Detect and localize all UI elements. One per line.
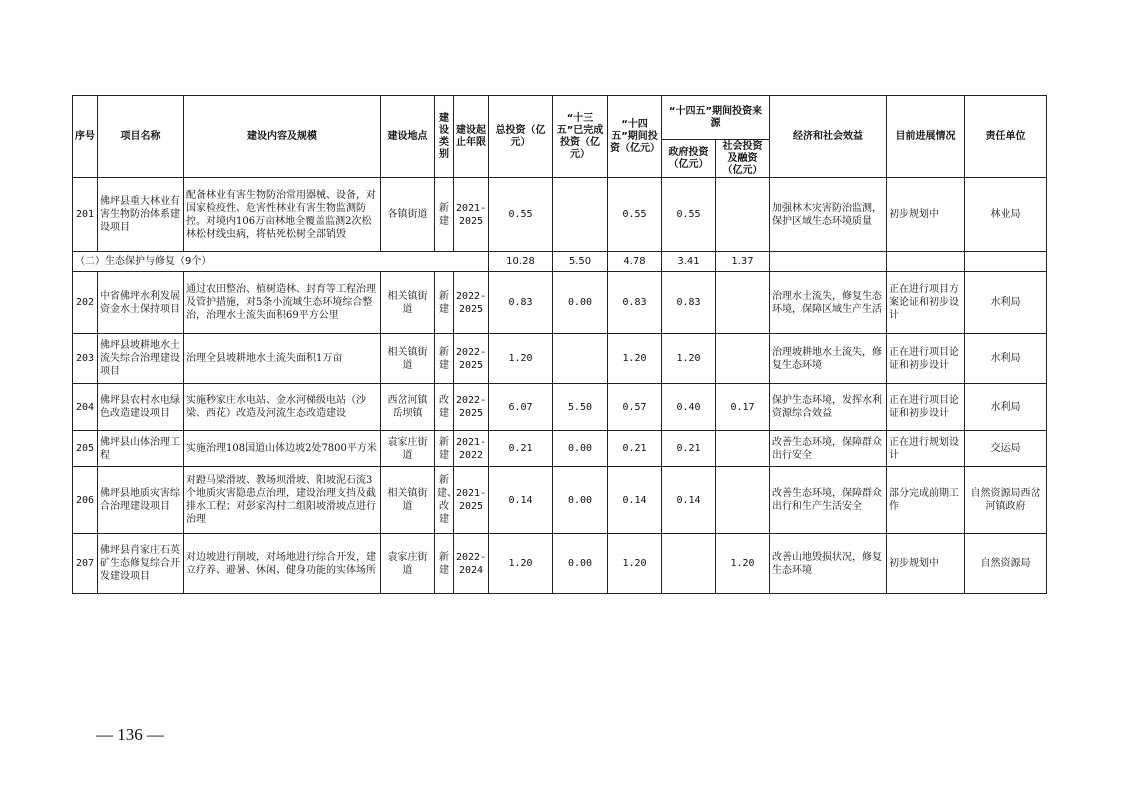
cell-benefit: 改善生态环境，保障群众出行和生产生活安全 [770, 467, 887, 534]
cell-location: 相关镇街道 [381, 467, 435, 534]
cell-unit: 林业局 [965, 178, 1047, 252]
table-row [73, 431, 1047, 467]
cell-period: 2021-2025 [454, 178, 489, 252]
header-progress: 目前进展情况 [887, 96, 965, 178]
table-row [73, 178, 1047, 252]
cell-type: 新建 [435, 178, 454, 252]
cell-total: 1.20 [489, 534, 553, 594]
cell-period: 2022-2025 [454, 384, 489, 431]
cell-social: 0.17 [716, 384, 770, 431]
cell-planned: 0.57 [608, 384, 662, 431]
cell-type: 新建 [435, 431, 454, 467]
cell-total: 1.20 [489, 334, 553, 384]
cell-gov: 1.20 [662, 334, 716, 384]
section-total: 10.28 [489, 252, 553, 272]
cell-unit: 交运局 [965, 431, 1047, 467]
cell-seq: 202 [73, 272, 98, 334]
cell-name: 佛坪县农村水电绿色改造建设项目 [98, 384, 184, 431]
cell-gov: 0.83 [662, 272, 716, 334]
cell-completed: 0.00 [553, 431, 608, 467]
header-benefit: 经济和社会效益 [770, 96, 887, 178]
header-seq: 序号 [73, 96, 98, 178]
header-source-group: “十四五”期间投资来源 [662, 96, 770, 140]
cell-progress: 初步规划中 [887, 178, 965, 252]
cell-gov [662, 534, 716, 594]
header-type: 建设类别 [435, 96, 454, 178]
cell-progress: 正在进行项目论证和初步设计 [887, 384, 965, 431]
cell-content: 配备林业有害生物防治常用器械、设备，对国家检疫性、危害性林业有害生物监测防控。对境内106万亩林地全覆盖监测2次松林松材线虫病，将枯死松树全部销毁 [184, 178, 381, 252]
cell-gov: 0.40 [662, 384, 716, 431]
header-unit: 责任单位 [965, 96, 1047, 178]
header-content: 建设内容及规模 [184, 96, 381, 178]
cell-social [716, 334, 770, 384]
cell-period: 2022-2025 [454, 272, 489, 334]
cell-unit: 水利局 [965, 272, 1047, 334]
header-gov: 政府投资（亿元） [662, 140, 716, 178]
cell-location: 各镇街道 [381, 178, 435, 252]
cell-benefit: 改善山地毁损状况，修复生态环境 [770, 534, 887, 594]
cell-period: 2021-2025 [454, 467, 489, 534]
cell-unit: 水利局 [965, 384, 1047, 431]
cell-seq: 207 [73, 534, 98, 594]
cell-social [716, 178, 770, 252]
cell-completed [553, 334, 608, 384]
cell-planned: 1.20 [608, 534, 662, 594]
cell-progress: 正在进行项目方案论证和初步设计 [887, 272, 965, 334]
cell-type: 新建、改建 [435, 467, 454, 534]
rows-body [73, 272, 1047, 594]
cell-name: 佛坪县重大林业有害生物防治体系建设项目 [98, 178, 184, 252]
cell-total: 0.83 [489, 272, 553, 334]
section-row [73, 252, 1047, 272]
cell-social: 1.20 [716, 534, 770, 594]
cell-seq: 205 [73, 431, 98, 467]
cell-completed: 5.50 [553, 384, 608, 431]
header-location: 建设地点 [381, 96, 435, 178]
header-social: 社会投资及融资（亿元） [716, 140, 770, 178]
cell-type: 新建 [435, 334, 454, 384]
cell-location: 相关镇街道 [381, 334, 435, 384]
cell-content: 对蹬马梁滑坡、教场坝滑坡、阳坡泥石流3个地质灾害隐患点治理，建设治理支挡及截排水工程；对彭家沟村二组阳坡滑坡点进行治理 [184, 467, 381, 534]
page-number: — 136 — [96, 725, 164, 744]
cell-content: 治理全县坡耕地水土流失面积1万亩 [184, 334, 381, 384]
cell-gov: 0.21 [662, 431, 716, 467]
section-empty-unit [965, 252, 1047, 272]
header-name: 项目名称 [98, 96, 184, 178]
cell-completed [553, 178, 608, 252]
cell-name: 佛坪县肖家庄石英矿生态修复综合开发建设项目 [98, 534, 184, 594]
table-row [73, 534, 1047, 594]
cell-total: 0.14 [489, 467, 553, 534]
header-completed: “十三五”已完成投资（亿元） [553, 96, 608, 178]
cell-content: 对边坡进行削坡，对场地进行综合开发，建立疗养、避暑、休闲、健身功能的实体场所 [184, 534, 381, 594]
table-row [73, 272, 1047, 334]
cell-progress: 初步规划中 [887, 534, 965, 594]
cell-name: 佛坪县山体治理工程 [98, 431, 184, 467]
cell-name: 佛坪县地质灾害综合治理建设项目 [98, 467, 184, 534]
cell-seq: 204 [73, 384, 98, 431]
header-period: 建设起止年限 [454, 96, 489, 178]
cell-progress: 部分完成前期工作 [887, 467, 965, 534]
header-total: 总投资（亿元） [489, 96, 553, 178]
cell-gov: 0.55 [662, 178, 716, 252]
cell-content: 实施秒家庄水电站、金水河梯级电站（沙梁、西花）改造及河流生态改造建设 [184, 384, 381, 431]
project-table [72, 95, 1047, 594]
cell-period: 2022-2024 [454, 534, 489, 594]
cell-type: 新建 [435, 534, 454, 594]
cell-planned: 0.21 [608, 431, 662, 467]
cell-content: 通过农田整治、植树造林、封育等工程治理及管护措施，对5条小流域生态环境综合整治，治理水土流失面积69平方公里 [184, 272, 381, 334]
cell-name: 佛坪县坡耕地水土流失综合治理建设项目 [98, 334, 184, 384]
cell-social [716, 272, 770, 334]
table-row [73, 467, 1047, 534]
cell-location: 袁家庄街道 [381, 534, 435, 594]
cell-planned: 0.55 [608, 178, 662, 252]
cell-benefit: 加强林木灾害防治监测，保护区域生态环境质量 [770, 178, 887, 252]
cell-benefit: 改善生态环境，保障群众出行安全 [770, 431, 887, 467]
cell-unit: 自然资源局西岔河镇政府 [965, 467, 1047, 534]
table-row [73, 334, 1047, 384]
cell-location: 西岔河镇岳坝镇 [381, 384, 435, 431]
cell-seq: 206 [73, 467, 98, 534]
cell-total: 6.07 [489, 384, 553, 431]
cell-period: 2021-2022 [454, 431, 489, 467]
cell-type: 改建 [435, 384, 454, 431]
cell-gov: 0.14 [662, 467, 716, 534]
section-empty-benefit [770, 252, 887, 272]
cell-total: 0.21 [489, 431, 553, 467]
section-empty-progress [887, 252, 965, 272]
section-title: （二）生态保护与修复（9个） [73, 252, 489, 272]
cell-content: 实施治理108国道山体边坡2处7800平方米 [184, 431, 381, 467]
cell-completed: 0.00 [553, 272, 608, 334]
cell-seq: 201 [73, 178, 98, 252]
cell-name: 中省佛坪水利发展资金水土保持项目 [98, 272, 184, 334]
section-gov: 3.41 [662, 252, 716, 272]
cell-unit: 自然资源局 [965, 534, 1047, 594]
cell-benefit: 治理水土流失，修复生态环境，保障区域生产生活 [770, 272, 887, 334]
section-planned: 4.78 [608, 252, 662, 272]
cell-social [716, 467, 770, 534]
cell-planned: 0.14 [608, 467, 662, 534]
table-row [73, 384, 1047, 431]
cell-planned: 0.83 [608, 272, 662, 334]
header-planned: “十四五”期间投资（亿元） [608, 96, 662, 178]
cell-progress: 正在进行项目论证和初步设计 [887, 334, 965, 384]
cell-completed: 0.00 [553, 534, 608, 594]
cell-social [716, 431, 770, 467]
cell-location: 袁家庄街道 [381, 431, 435, 467]
cell-unit: 水利局 [965, 334, 1047, 384]
cell-progress: 正在进行规划设计 [887, 431, 965, 467]
cell-total: 0.55 [489, 178, 553, 252]
cell-completed: 0.00 [553, 467, 608, 534]
cell-location: 相关镇街道 [381, 272, 435, 334]
cell-benefit: 治理坡耕地水土流失，修复生态环境 [770, 334, 887, 384]
cell-benefit: 保护生态环境，发挥水利资源综合效益 [770, 384, 887, 431]
cell-planned: 1.20 [608, 334, 662, 384]
cell-seq: 203 [73, 334, 98, 384]
cell-period: 2022-2025 [454, 334, 489, 384]
section-completed: 5.50 [553, 252, 608, 272]
section-social: 1.37 [716, 252, 770, 272]
cell-type: 新建 [435, 272, 454, 334]
